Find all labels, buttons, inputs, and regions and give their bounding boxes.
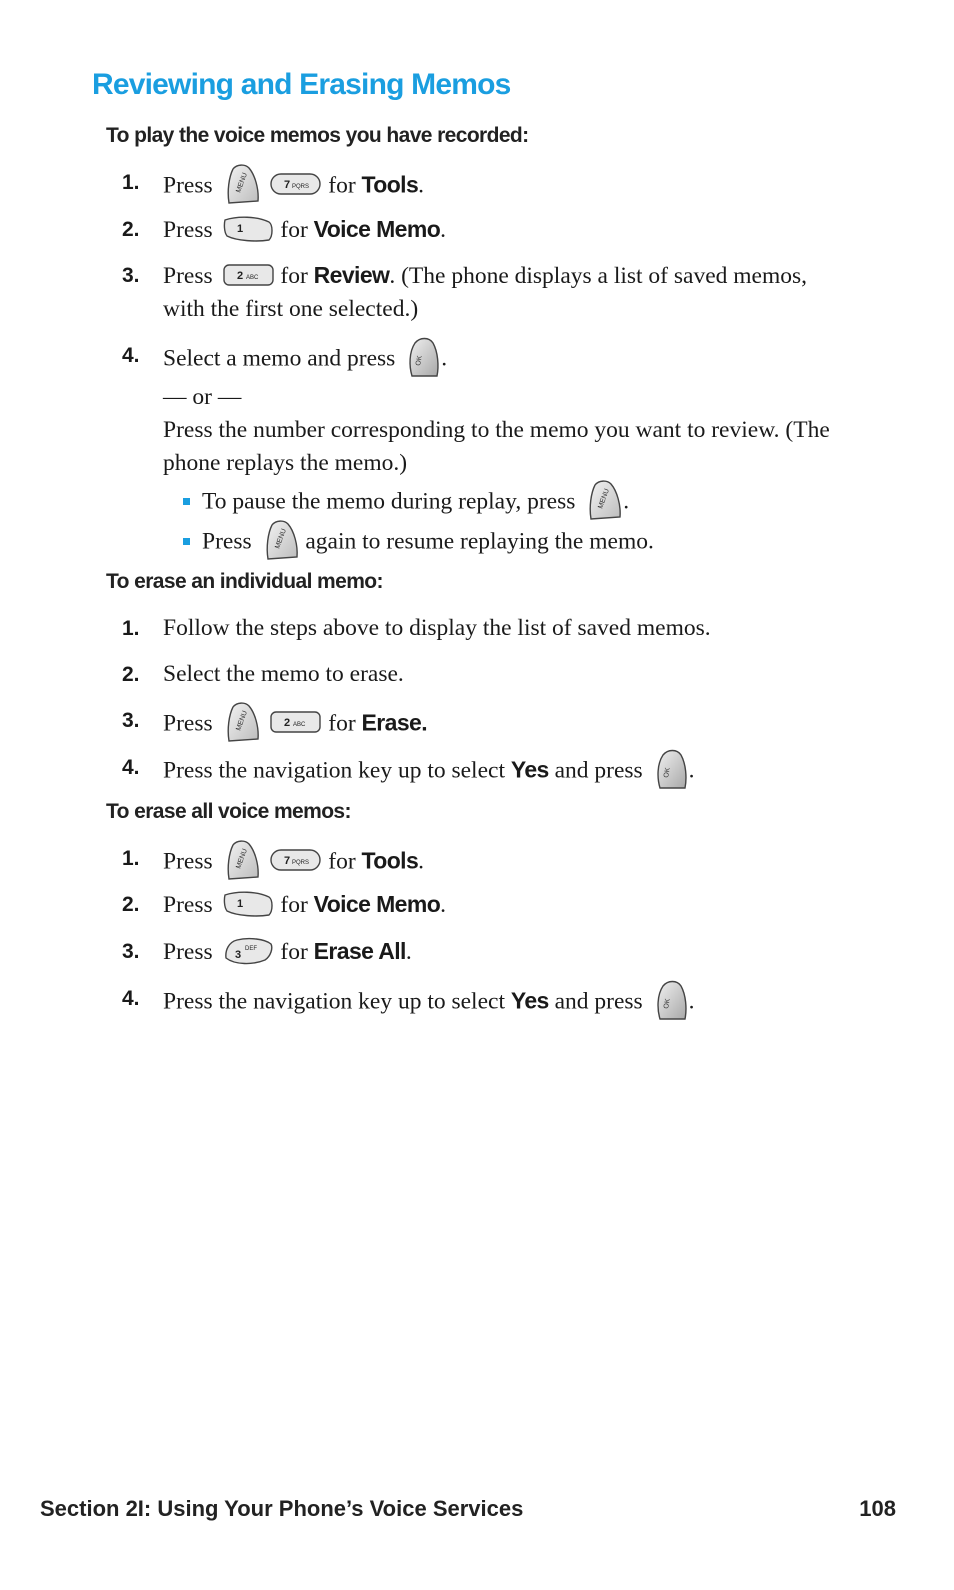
step-number: 3.: [122, 264, 140, 287]
bullet-icon: [183, 498, 190, 505]
or-separator: — or —: [163, 384, 242, 410]
step-text: Press the navigation key up to select: [163, 988, 505, 1015]
page-number: 108: [859, 1496, 896, 1521]
step-text: for: [280, 263, 308, 289]
key-2-icon: [270, 709, 322, 735]
step-text: .: [688, 757, 695, 784]
command-name: Voice Memo: [313, 891, 441, 917]
command-name: Erase All: [313, 938, 406, 964]
step-text: .: [405, 939, 412, 965]
svg-text:ABC: ABC: [245, 274, 258, 281]
section-heading-erase-one: To erase an individual memo:: [106, 570, 383, 593]
svg-text:1: 1: [236, 222, 243, 235]
step-text: .: [441, 345, 448, 372]
list-item: [183, 522, 843, 564]
step-text: and press: [554, 757, 643, 784]
bullet-text: again to resume replaying the memo.: [305, 528, 654, 555]
page-title: Reviewing and Erasing Memos: [92, 68, 511, 101]
step-number: 1.: [122, 617, 140, 640]
step-text: and press: [554, 988, 643, 1015]
svg-text:OK: OK: [662, 998, 672, 1010]
list-item: [183, 482, 843, 524]
footer-section-title: Section 2I: Using Your Phone’s Voice Services: [40, 1496, 524, 1521]
step-text: for: [328, 172, 356, 199]
svg-text:PQRS: PQRS: [292, 860, 310, 866]
section-heading-play: To play the voice memos you have recorded:: [106, 124, 529, 147]
menu-key-icon: [225, 839, 261, 881]
key-1-icon: [223, 889, 275, 919]
svg-text:7: 7: [284, 179, 291, 191]
svg-text:MENU: MENU: [234, 709, 249, 732]
step-text: .: [440, 217, 447, 243]
svg-text:OK: OK: [662, 767, 672, 779]
command-name: Review: [313, 262, 390, 288]
svg-text:7: 7: [284, 855, 291, 867]
step-text: Press: [163, 217, 213, 243]
step-text: for: [280, 939, 308, 965]
svg-text:PQRS: PQRS: [292, 184, 310, 190]
bullet-text: .: [623, 488, 630, 515]
step-text: Press: [163, 939, 213, 965]
bullet-icon: [183, 538, 190, 545]
key-1-icon: [223, 214, 275, 244]
svg-text:MENU: MENU: [234, 171, 249, 194]
command-name: Erase.: [361, 709, 427, 736]
menu-key-icon: [264, 519, 300, 561]
menu-key-icon: [587, 479, 623, 521]
command-name: Tools: [361, 847, 419, 874]
step-text: .: [688, 988, 695, 1015]
step-number: 4.: [122, 987, 140, 1010]
step-text: Select the memo to erase.: [163, 661, 404, 687]
svg-text:MENU: MENU: [234, 847, 249, 870]
svg-text:MENU: MENU: [273, 527, 288, 550]
step-text: Press: [163, 172, 213, 199]
ok-key-icon: [407, 336, 441, 378]
menu-key-icon: [225, 163, 261, 205]
ok-key-icon: [655, 979, 689, 1021]
step-number: 1.: [122, 171, 140, 194]
svg-text:DEF: DEF: [244, 945, 257, 952]
step-text: .: [418, 172, 425, 199]
command-name: Yes: [510, 987, 549, 1014]
step-text: Follow the steps above to display the list of saved memos.: [163, 615, 711, 641]
step-number: 4.: [122, 756, 140, 779]
menu-key-icon: [225, 701, 261, 743]
command-name: Yes: [510, 756, 549, 783]
command-name: Tools: [361, 171, 419, 198]
step-text: Press the navigation key up to select: [163, 757, 505, 784]
svg-text:3: 3: [234, 948, 241, 961]
step-text: for: [280, 892, 308, 918]
bullet-text: Press: [202, 528, 252, 555]
step-text: .: [418, 848, 425, 875]
step-text: Press: [163, 263, 213, 289]
step-number: 4.: [122, 344, 140, 367]
key-2-icon: [223, 262, 275, 288]
step-number: 2.: [122, 893, 140, 916]
svg-text:2: 2: [284, 717, 291, 729]
step-text: for: [328, 710, 356, 737]
svg-text:2: 2: [236, 269, 243, 282]
step-number: 1.: [122, 847, 140, 870]
step-text: for: [328, 848, 356, 875]
step-number: 2.: [122, 663, 140, 686]
svg-text:OK: OK: [415, 355, 424, 367]
step-text: Press: [163, 848, 213, 875]
ok-key-icon: [655, 748, 689, 790]
svg-text:MENU: MENU: [597, 487, 612, 510]
svg-text:ABC: ABC: [293, 722, 306, 728]
step-text: for: [280, 217, 308, 243]
bullet-text: To pause the memo during replay, press: [202, 488, 576, 515]
step-number: 3.: [122, 709, 140, 732]
command-name: Voice Memo: [313, 216, 441, 242]
step-text: Select a memo and press: [163, 345, 396, 372]
section-heading-erase-all: To erase all voice memos:: [106, 800, 351, 823]
step-number: 3.: [122, 940, 140, 963]
step-text: Press: [163, 710, 213, 737]
step-text: Press: [163, 892, 213, 918]
step-text: . (The phone displays a list of saved memos, with the first one selected.): [163, 263, 808, 322]
key-3-icon: [223, 936, 275, 966]
svg-text:1: 1: [236, 897, 243, 910]
key-7-icon: [270, 171, 322, 197]
step-text: Press the number corresponding to the memo you want to review. (The phone replays the memo.): [163, 417, 830, 476]
step-text: .: [440, 892, 447, 918]
key-7-icon: [270, 847, 322, 873]
step-number: 2.: [122, 218, 140, 241]
